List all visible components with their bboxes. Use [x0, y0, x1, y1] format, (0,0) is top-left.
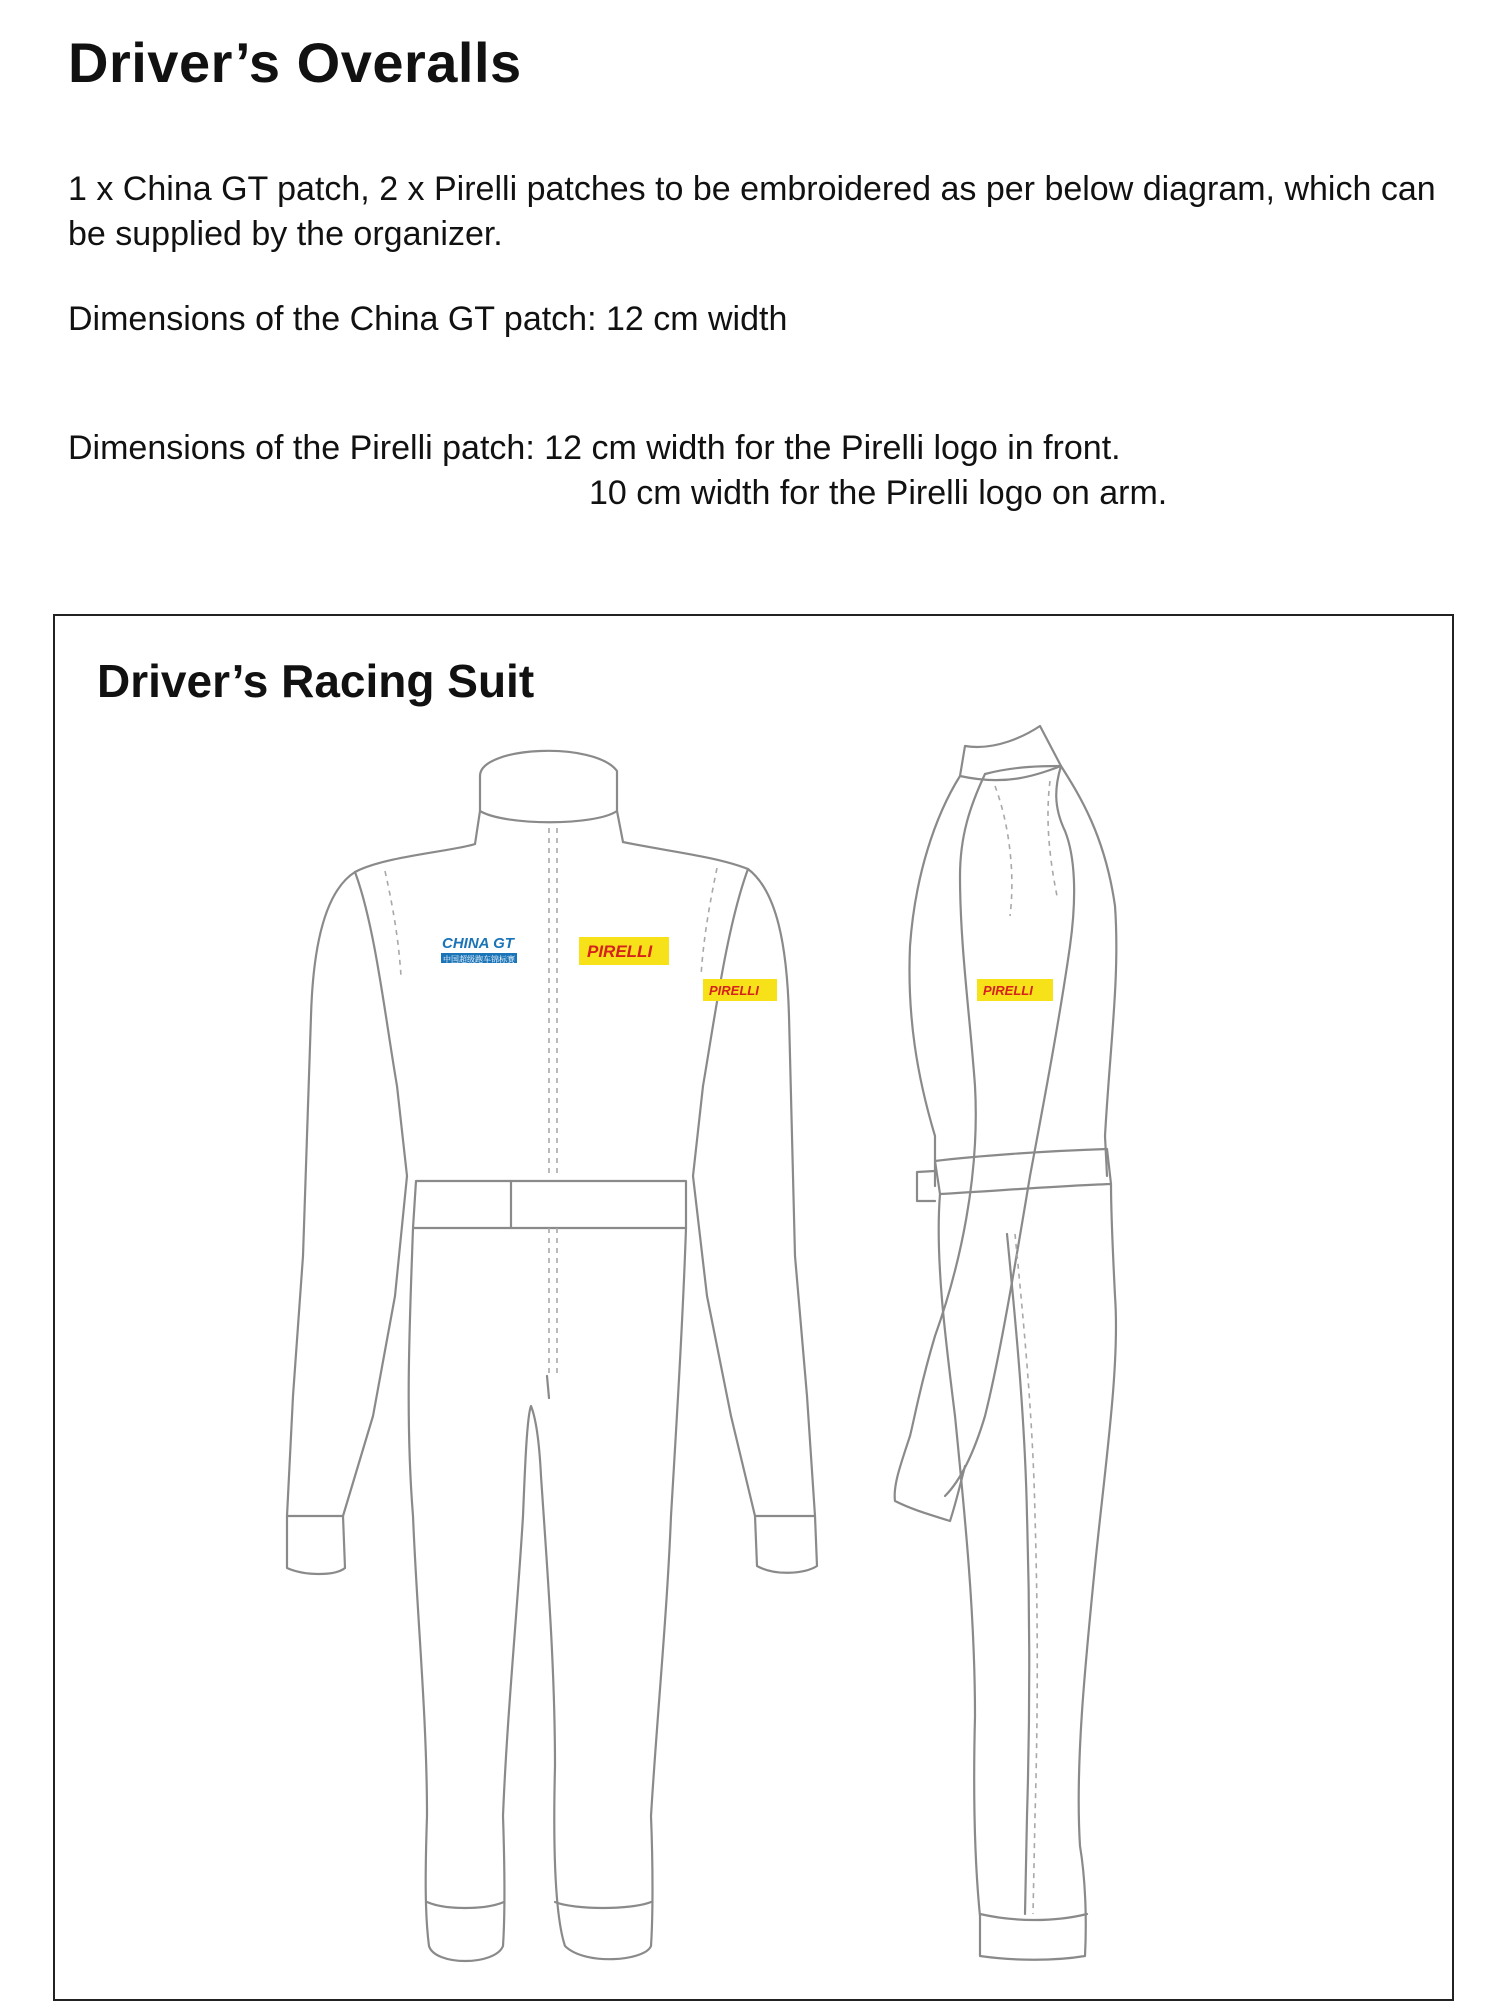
suit-front-view	[287, 751, 817, 1961]
suit-side-view	[895, 726, 1117, 1960]
page-title: Driver’s Overalls	[68, 31, 522, 94]
pirelli-dimensions-front: Dimensions of the Pirelli patch: 12 cm width for the Pirelli logo in front.	[68, 429, 1121, 467]
china-gt-dimensions: Dimensions of the China GT patch: 12 cm width	[68, 300, 788, 338]
pirelli-logo-text: PIRELLI	[587, 942, 653, 961]
china-gt-patch-front	[441, 935, 517, 964]
china-gt-sub-text: 中国超级跑车锦标赛	[443, 955, 515, 964]
china-gt-logo-text: CHINA GT	[442, 935, 514, 952]
pirelli-patch-arm-front	[703, 979, 777, 1001]
pirelli-logo-text: PIRELLI	[709, 983, 759, 998]
diagram-title: Driver’s Racing Suit	[97, 655, 535, 707]
pirelli-patch-arm-side	[977, 979, 1053, 1001]
intro-paragraph: 1 x China GT patch, 2 x Pirelli patches to be embroidered as per below diagram, which can be supplied by the organizer.	[68, 170, 1436, 253]
pirelli-logo-text: PIRELLI	[983, 983, 1033, 998]
pirelli-patch-chest	[579, 937, 669, 965]
racing-suit-illustration	[55, 616, 1452, 1999]
pirelli-dimensions-arm: 10 cm width for the Pirelli logo on arm.	[589, 474, 1168, 512]
racing-suit-diagram	[53, 614, 1454, 2001]
